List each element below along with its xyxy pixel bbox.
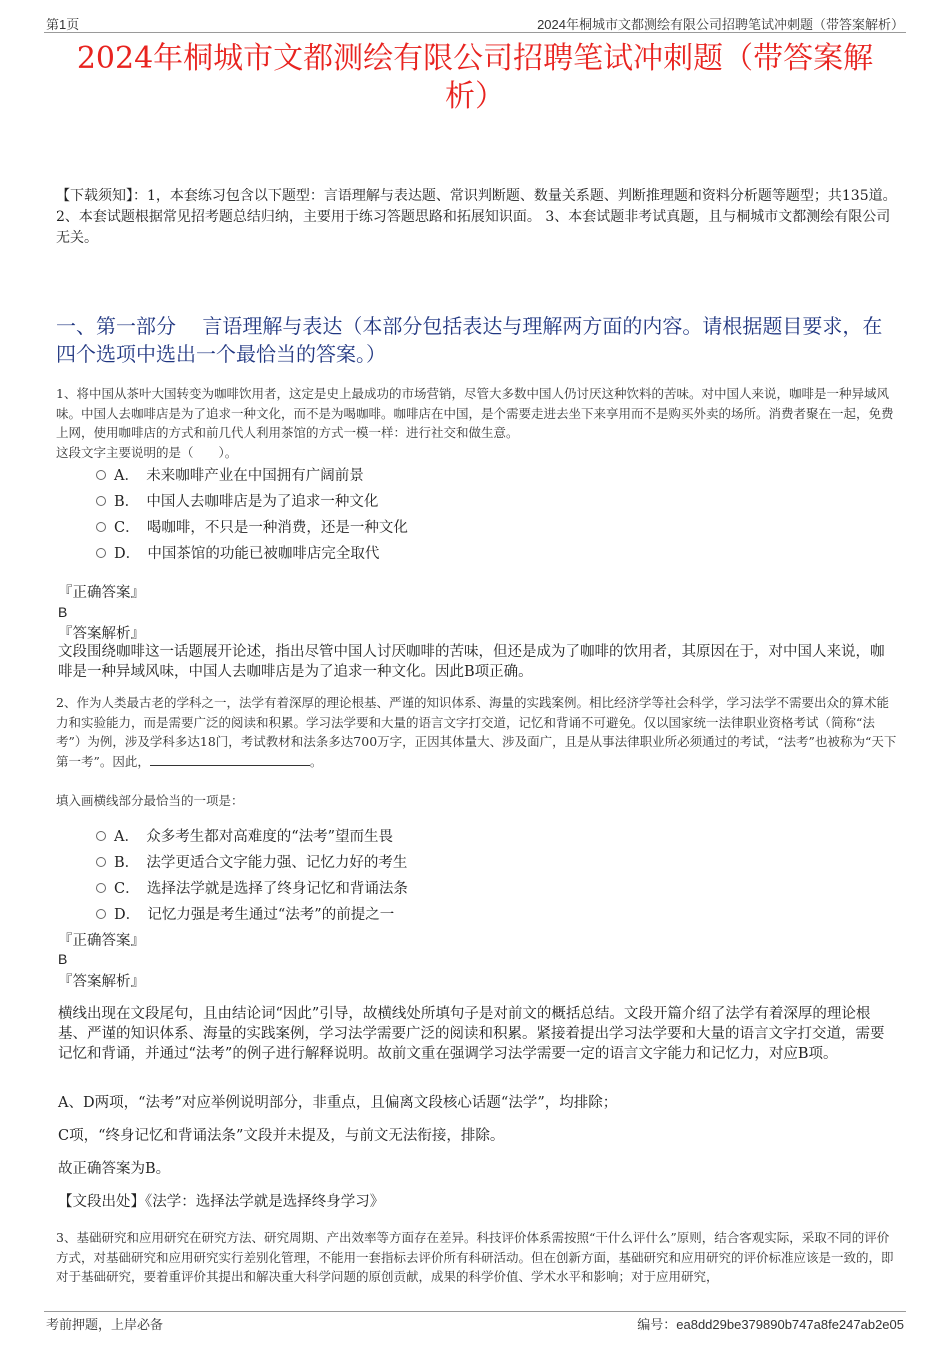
option-label: D． 记忆力强是考生通过“法考”的前提之一 bbox=[114, 907, 395, 923]
question-2-ask: 填入画横线部分最恰当的一项是： bbox=[56, 793, 244, 808]
question-2-analysis-label: 『答案解析』 bbox=[58, 974, 145, 990]
question-1-option-c[interactable] bbox=[96, 518, 408, 538]
question-2-analysis-para-3: C项，“终身记忆和背诵法条”文段并未提及，与前文无法衔接，排除。 bbox=[58, 1128, 505, 1144]
question-3-stem: 3、基础研究和应用研究在研究方法、研究周期、产出效率等方面存在差异。科技评价体系需按照“干什么评什么”原则，结合客观实际，采取不同的评价方式，对基础研究和应用研究实行差别化管理，不能用一套指标去评价所有科研活动。但在创新方面，基础研究和应用研究的评价标准应该是一致的，即对于基础研究，要着重评价其提出和解决重大科学问题的原创贡献，成果的科学价值、学术水平和影响；对于应用研究， bbox=[56, 1230, 894, 1284]
question-1-analysis: 文段围绕咖啡这一话题展开论述，指出尽管中国人讨厌咖啡的苦味，但还是成为了咖啡的饮用者，其原因在于，对中国人来说，咖啡是一种异域风味，中国人去咖啡店是为了追求一种文化。因此B项正确。 bbox=[58, 644, 885, 680]
question-2-source: 【文段出处】《法学：选择法学就是选择终身学习》 bbox=[58, 1194, 385, 1210]
footer-divider bbox=[44, 1311, 906, 1312]
radio-icon[interactable] bbox=[96, 548, 106, 558]
option-label: B． 中国人去咖啡店是为了追求一种文化 bbox=[114, 494, 379, 510]
download-notice: 【下载须知】：1，本套练习包含以下题型：言语理解与表达题、常识判断题、数量关系题、判断推理题和资料分析题等题型；共135道。 2、本套试题根据常见招考题总结归纳，主要用于练习答题思路和拓展知识面。 3、本套试题非考试真题，且与桐城市文都测绘有限公司无关。 bbox=[56, 188, 897, 246]
question-1-answer-label: 『正确答案』 bbox=[58, 585, 145, 601]
page-number: 第1页 bbox=[46, 17, 80, 32]
radio-icon[interactable] bbox=[96, 496, 106, 506]
option-label: C． 喝咖啡，不只是一种消费，还是一种文化 bbox=[114, 520, 408, 536]
option-label: A． 未来咖啡产业在中国拥有广阔前景 bbox=[114, 468, 364, 484]
option-label: C． 选择法学就是选择了终身记忆和背诵法条 bbox=[114, 881, 408, 897]
question-1-stem: 1、将中国从茶叶大国转变为咖啡饮用者，这定是史上最成功的市场营销，尽管大多数中国人仍讨厌这种饮料的苦味。对中国人来说，咖啡是一种异域风味。中国人去咖啡店是为了追求一种文化，而不是为喝咖啡。咖啡店在中国，是个需要走进去坐下来享用而不是购买外卖的场所。消费者聚在一起，免费上网，使用咖啡店的方式和前几代人利用茶馆的方式一模一样：进行社交和做生意。 bbox=[56, 386, 894, 440]
radio-icon[interactable] bbox=[96, 831, 106, 841]
question-2-stem-end: 。 bbox=[309, 753, 323, 769]
question-2-option-b[interactable] bbox=[96, 853, 407, 873]
question-2-answer-label: 『正确答案』 bbox=[58, 933, 145, 949]
fill-blank bbox=[150, 753, 310, 766]
section-heading: 一、第一部分 言语理解与表达（本部分包括表达与理解两方面的内容。请根据题目要求，在四个选项中选出一个最恰当的答案。） bbox=[56, 314, 883, 366]
footer-serial-number: 编号：ea8dd29be379890b747a8fe247ab2e05 bbox=[637, 1317, 904, 1332]
option-label: D． 中国茶馆的功能已被咖啡店完全取代 bbox=[114, 546, 380, 562]
question-2-analysis-para-4: 故正确答案为B。 bbox=[58, 1161, 171, 1177]
header-doc-title: 2024年桐城市文都测绘有限公司招聘笔试冲刺题（带答案解析） bbox=[537, 17, 904, 32]
document-title: 2024年桐城市文都测绘有限公司招聘笔试冲刺题（带答案解析） bbox=[76, 41, 874, 114]
question-2-stem-text: 2、作为人类最古老的学科之一，法学有着深厚的理论根基、严谨的知识体系、海量的实践案例。相比经济学等社会科学，学习法学不需要出众的算术能力和实验能力，而是需要广泛的阅读和积累。学习法学要和大量的语言文字打交道，记忆和背诵不可避免。仅以国家统一法律职业资格考试（简称“法考”）为例，涉及学科多达18门，考试教材和法条多达700万字，正因其体量大、涉及面广，且是从事法律职业所必须通过的考试，“法考”也被称为“天下第一考”。因此， bbox=[56, 695, 897, 769]
option-label: A． 众多考生都对高难度的“法考”望而生畏 bbox=[114, 829, 394, 845]
question-2-option-c[interactable] bbox=[96, 879, 408, 899]
radio-icon[interactable] bbox=[96, 883, 106, 893]
question-1-analysis-label: 『答案解析』 bbox=[58, 626, 145, 642]
radio-icon[interactable] bbox=[96, 857, 106, 867]
question-2-option-d[interactable] bbox=[96, 905, 394, 925]
option-label: B． 法学更适合文字能力强、记忆力好的考生 bbox=[114, 855, 408, 871]
question-1-option-b[interactable] bbox=[96, 492, 378, 512]
footer-slogan: 考前押题，上岸必备 bbox=[46, 1317, 164, 1332]
question-1-option-a[interactable] bbox=[96, 466, 364, 486]
question-2-analysis-para-1: 横线出现在文段尾句，且由结论词“因此”引导，故横线处所填句子是对前文的概括总结。文段开篇介绍了法学有着深厚的理论根基、严谨的知识体系、海量的实践案例，学习法学需要广泛的阅读和积累。紧接着提出学习法学要和大量的语言文字打交道，需要记忆和背诵，并通过“法考”的例子进行解释说明。故前文重在强调学习法学需要一定的语言文字能力和记忆力，对应B项。 bbox=[58, 1006, 885, 1062]
question-1-option-d[interactable] bbox=[96, 544, 379, 564]
header-divider bbox=[44, 32, 906, 33]
radio-icon[interactable] bbox=[96, 470, 106, 480]
question-2-answer: B bbox=[58, 951, 68, 967]
question-2-stem bbox=[56, 693, 898, 771]
question-1-ask: 这段文字主要说明的是（ ）。 bbox=[56, 445, 238, 460]
radio-icon[interactable] bbox=[96, 522, 106, 532]
question-1-answer: B bbox=[58, 604, 68, 620]
radio-icon[interactable] bbox=[96, 909, 106, 919]
question-2-option-a[interactable] bbox=[96, 827, 393, 847]
question-2-analysis-para-2: A、D两项，“法考”对应举例说明部分，非重点，且偏离文段核心话题“法学”，均排除； bbox=[58, 1095, 618, 1111]
